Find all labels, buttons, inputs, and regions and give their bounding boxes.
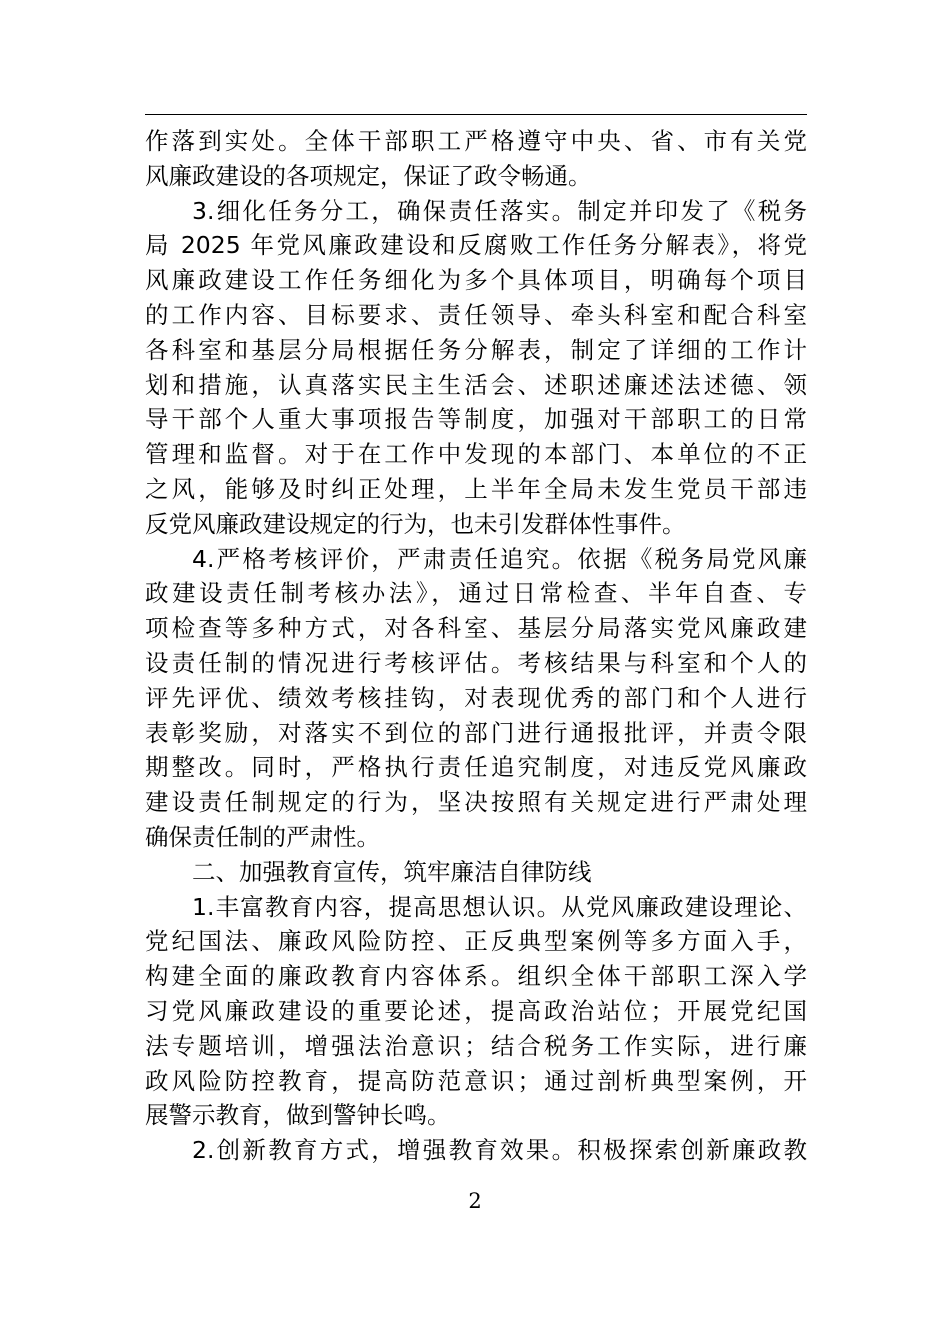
text-line: 确保责任制的严肃性。 — [145, 822, 380, 851]
document-body — [145, 124, 807, 1168]
text-line: 设责任制的情况进行考核评估。考核结果与科室和个人的 — [145, 648, 807, 677]
text-line: 二、加强教育宣传，筑牢廉洁自律防线 — [192, 857, 592, 886]
page-number: 2 — [468, 1189, 482, 1213]
text-line: 展警示教育，做到警钟长鸣。 — [145, 1101, 451, 1130]
text-line: 构建全面的廉政教育内容体系。组织全体干部职工深入学 — [145, 962, 807, 991]
text-line: 管理和监督。对于在工作中发现的本部门、本单位的不正 — [145, 440, 807, 469]
text-line: 政风险防控教育，提高防范意识；通过剖析典型案例，开 — [145, 1066, 807, 1095]
text-line: 期整改。同时，严格执行责任追究制度，对违反党风廉政 — [145, 753, 807, 782]
text-line: 导干部个人重大事项报告等制度，加强对干部职工的日常 — [145, 405, 807, 434]
text-line: 表彰奖励，对落实不到位的部门进行通报批评，并责令限 — [145, 718, 807, 747]
text-line: 各科室和基层分局根据任务分解表，制定了详细的工作计 — [145, 335, 807, 364]
text-line: 项检查等多种方式，对各科室、基层分局落实党风廉政建 — [145, 614, 807, 643]
text-line: 风廉政建设工作任务细化为多个具体项目，明确每个项目 — [145, 266, 807, 295]
text-line: 作落到实处。全体干部职工严格遵守中央、省、市有关党 — [145, 127, 807, 155]
text-line: 政建设责任制考核办法》，通过日常检查、半年自查、专 — [145, 579, 807, 608]
text-line: 1.丰富教育内容，提高思想认识。从党风廉政建设理论、 — [192, 892, 807, 921]
text-line: 风廉政建设的各项规定，保证了政令畅通。 — [145, 161, 592, 190]
text-line: 3.细化任务分工，确保责任落实。制定并印发了《税务 — [192, 196, 807, 225]
text-line: 习党风廉政建设的重要论述，提高政治站位；开展党纪国 — [145, 996, 807, 1025]
text-line: 之风，能够及时纠正处理，上半年全局未发生党员干部违 — [145, 474, 807, 503]
text-line: 法专题培训，增强法治意识；结合税务工作实际，进行廉 — [145, 1031, 807, 1060]
text-line: 4.严格考核评价，严肃责任追究。依据《税务局党风廉 — [192, 544, 807, 573]
text-line: 的工作内容、目标要求、责任领导、牵头科室和配合科室 — [145, 300, 807, 329]
text-line: 建设责任制规定的行为，坚决按照有关规定进行严肃处理 — [145, 788, 807, 817]
text-line: 局 2025 年党风廉政建设和反腐败工作任务分解表》，将党 — [145, 231, 807, 260]
header-rule — [145, 114, 807, 115]
text-line: 评先评优、绩效考核挂钩，对表现优秀的部门和个人进行 — [145, 683, 807, 712]
text-line: 党纪国法、廉政风险防控、正反典型案例等多方面入手， — [145, 927, 807, 956]
text-line: 2.创新教育方式，增强教育效果。积极探索创新廉政教 — [192, 1136, 807, 1165]
text-line: 反党风廉政建设规定的行为，也未引发群体性事件。 — [145, 509, 686, 538]
text-line: 划和措施，认真落实民主生活会、述职述廉述法述德、领 — [145, 370, 807, 399]
